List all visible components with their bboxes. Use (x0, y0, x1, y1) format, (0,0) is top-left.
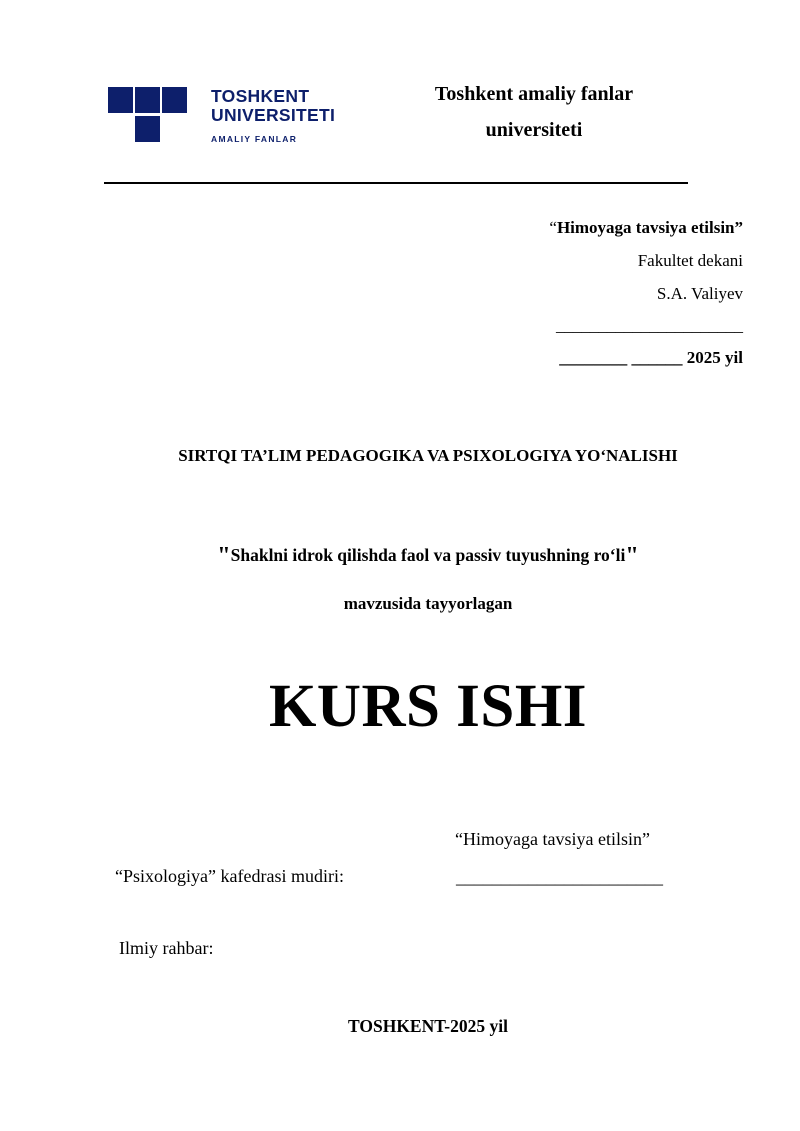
topic-title (0, 543, 800, 570)
university-logo (108, 87, 348, 147)
approval-position: Fakultet dekani (637, 251, 743, 270)
advisor-approval-title: “Himoyaga tavsiya etilsin” (455, 829, 650, 849)
advisor-signature-line: _______________________ (456, 867, 663, 887)
approval-title (549, 218, 743, 238)
topic-text: Shaklni idrok qilishda faol va passiv tuyushning ro‘li (230, 545, 626, 565)
department-chair-label: “Psixologiya” kafedrasi mudiri: (115, 866, 344, 886)
university-name-line-1: Toshkent amaliy fanlar (434, 83, 634, 105)
topic-subtitle: mavzusida tayyorlagan (343, 594, 513, 613)
document-type-title: KURS ISHI (268, 673, 588, 740)
university-logo-squares-icon (108, 87, 188, 143)
study-direction: SIRTQI TA’LIM PEDAGOGIKA VA PSIXOLOGIYA YO‘NALISHI (178, 446, 678, 465)
approval-title-text: Himoyaga tavsiya etilsin” (556, 218, 743, 237)
topic-close-quote: " (625, 543, 639, 569)
logo-line-2: UNIVERSITETI (211, 105, 336, 125)
approval-date-line: ________ ______ 2025 yil (559, 348, 743, 367)
scientific-advisor-label: Ilmiy rahbar: (119, 938, 214, 958)
approval-quote-open: “ (549, 218, 557, 237)
university-name (384, 76, 684, 148)
city-year-footer: TOSHKENT-2025 yil (348, 1016, 508, 1036)
logo-line-3: AMALIY FANLAR (211, 134, 298, 144)
approval-signature-line: ______________________ (556, 316, 743, 335)
approval-name: S.A. Valiyev (656, 284, 743, 303)
university-name-line-2: universiteti (485, 119, 583, 141)
header-divider (104, 182, 688, 184)
logo-wordmark (211, 87, 335, 144)
logo-line-1: TOSHKENT (211, 86, 310, 106)
topic-open-quote: " (217, 543, 231, 569)
